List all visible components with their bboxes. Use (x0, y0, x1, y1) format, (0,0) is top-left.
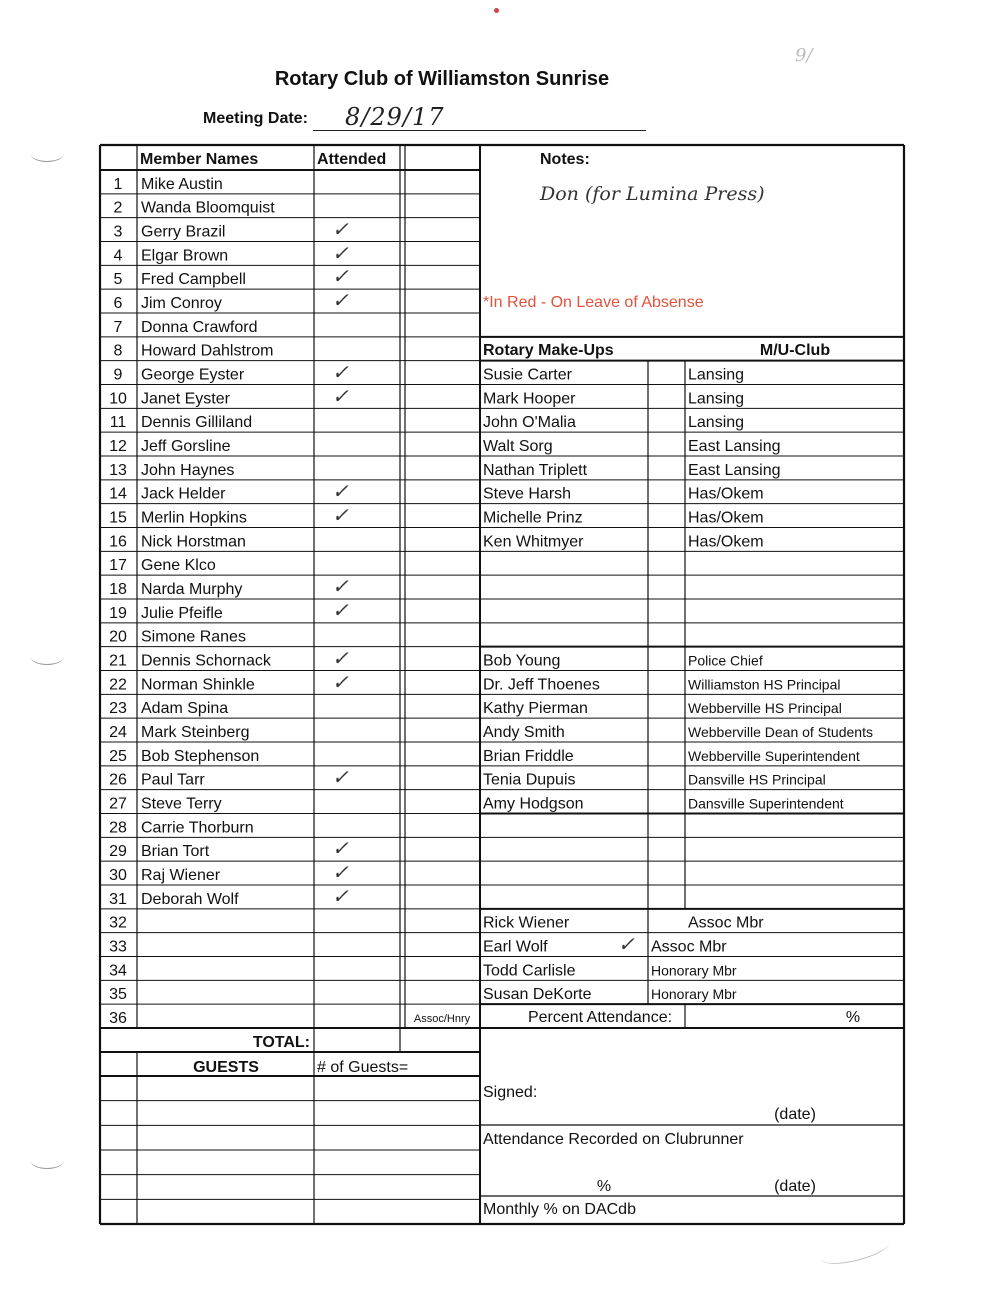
member-name: Fred Campbell (141, 271, 246, 289)
attendance-check-mark: ✓ (332, 669, 349, 694)
member-name: Elgar Brown (141, 247, 229, 265)
makeup-name: Michelle Prinz (483, 509, 583, 527)
member-names-header: Member Names (140, 151, 259, 168)
member-number: 28 (109, 819, 127, 837)
member-number: 34 (109, 962, 127, 980)
member-number: 25 (109, 747, 127, 765)
num-guests-label: # of Guests= (317, 1059, 409, 1076)
member-number: 13 (109, 461, 127, 479)
special-guest-name: Tenia Dupuis (483, 771, 576, 789)
makeup-club: Lansing (688, 414, 745, 432)
special-guest-role: Williamston HS Principal (688, 676, 841, 693)
member-number: 9 (113, 366, 123, 384)
makeup-name: Nathan Triplett (483, 461, 588, 479)
member-name: Carrie Thorburn (141, 819, 254, 837)
assoc-member-role: Honorary Mbr (651, 986, 737, 1003)
member-number: 15 (109, 509, 127, 527)
member-number: 1 (113, 175, 123, 193)
member-number: 30 (109, 867, 127, 884)
member-number: 19 (109, 604, 127, 622)
member-name: Julie Pfeifle (141, 604, 223, 622)
member-name: Adam Spina (141, 700, 229, 718)
special-guest-name: Kathy Pierman (483, 700, 588, 718)
makeup-name: John O'Malia (483, 414, 576, 432)
member-number: 24 (109, 724, 127, 741)
special-guest-role: Webberville Dean of Students (688, 724, 873, 740)
assoc-member-name: Todd Carlisle (483, 962, 576, 980)
special-guest-role: Dansville Superintendent (688, 795, 844, 812)
member-number: 20 (109, 628, 127, 646)
special-guest-role: Police Chief (688, 652, 763, 669)
total-label: TOTAL: (252, 1034, 310, 1051)
makeup-name: Mark Hooper (483, 390, 576, 408)
member-name: Gerry Brazil (141, 223, 226, 241)
member-name: Jeff Gorsline (141, 438, 231, 455)
member-name: Merlin Hopkins (141, 509, 247, 527)
special-guest-role: Webberville Superintendent (688, 747, 860, 764)
member-name: Dennis Gilliland (141, 414, 253, 432)
attendance-check-mark: ✓ (332, 216, 349, 241)
makeup-name: Walt Sorg (483, 438, 553, 455)
member-name: Janet Eyster (141, 390, 230, 408)
attendance-check-mark: ✓ (332, 288, 349, 313)
signed-date-label: (date) (774, 1106, 816, 1123)
member-name: Donna Crawford (141, 318, 258, 336)
corner-scribble: 9∕ (795, 45, 813, 66)
notes-header: Notes: (540, 151, 590, 168)
makeup-club: Lansing (688, 390, 745, 408)
member-name: Jack Helder (141, 485, 226, 503)
attendance-check-mark: ✓ (332, 383, 349, 408)
percent-attendance-label: Percent Attendance: (527, 1009, 673, 1026)
member-name: Simone Ranes (141, 628, 246, 646)
member-number: 23 (109, 700, 127, 718)
member-name: Gene Klco (141, 557, 216, 575)
member-number: 26 (109, 771, 127, 789)
member-name: Paul Tarr (141, 771, 205, 789)
special-guest-role: Dansville HS Principal (688, 771, 826, 788)
signed-label: Signed: (483, 1084, 538, 1101)
member-name: Bob Stephenson (141, 747, 260, 765)
member-number: 4 (113, 247, 123, 265)
attendance-check-mark: ✓ (332, 645, 349, 670)
makeup-club: East Lansing (688, 461, 781, 479)
member-name: Nick Horstman (141, 533, 246, 551)
assoc-hnry-label: Assoc/Hnry (413, 1013, 471, 1025)
member-number: 32 (109, 914, 127, 932)
member-number: 12 (109, 438, 127, 455)
assoc-member-name: Earl Wolf (483, 938, 548, 956)
member-number: 17 (109, 557, 127, 575)
makeup-club: East Lansing (688, 438, 781, 455)
member-name: Mark Steinberg (141, 724, 250, 741)
member-number: 27 (109, 795, 127, 813)
special-guest-name: Amy Hodgson (483, 795, 584, 813)
clubrunner-date-label: (date) (774, 1178, 816, 1195)
member-name: John Haynes (141, 461, 235, 479)
member-name: Mike Austin (141, 175, 223, 193)
special-guest-name: Bob Young (483, 652, 561, 670)
assoc-member-role: Honorary Mbr (651, 962, 737, 979)
special-guest-name: Dr. Jeff Thoenes (483, 676, 600, 694)
member-number: 8 (113, 342, 123, 360)
member-name: Wanda Bloomquist (141, 199, 275, 217)
member-number: 36 (109, 1010, 127, 1027)
member-number: 16 (109, 533, 127, 551)
makeups-header: Rotary Make-Ups (483, 341, 614, 359)
member-number: 18 (109, 581, 127, 598)
member-number: 22 (109, 676, 127, 694)
makeup-name: Susie Carter (483, 366, 572, 384)
member-name: Raj Wiener (141, 867, 221, 884)
member-name: Narda Murphy (141, 581, 243, 598)
attendance-check-mark: ✓ (332, 240, 349, 265)
mu-club-header: M/U-Club (759, 341, 831, 359)
attendance-check-mark: ✓ (332, 764, 349, 789)
member-number: 35 (109, 986, 127, 1004)
member-number: 14 (109, 485, 127, 503)
attendance-check-mark: ✓ (332, 884, 349, 908)
form-title: Rotary Club of Williamston Sunrise (274, 68, 610, 90)
member-number: 33 (109, 938, 127, 956)
member-number: 31 (109, 890, 127, 908)
member-number: 11 (109, 414, 127, 432)
member-name: Norman Shinkle (141, 676, 255, 694)
assoc-member-role: Assoc Mbr (688, 914, 764, 932)
makeup-club: Has/Okem (688, 509, 764, 527)
assoc-member-role: Assoc Mbr (651, 938, 727, 956)
attendance-check-mark: ✓ (332, 359, 349, 384)
leave-of-absence-note: *In Red - On Leave of Absense (483, 294, 704, 311)
makeup-club: Lansing (688, 366, 745, 384)
notes-handwriting: Don (for Lumina Press) (540, 183, 765, 205)
special-guest-role: Webberville HS Principal (688, 700, 842, 717)
attendance-check-mark: ✓ (332, 264, 349, 289)
meeting-date-value: 8/29/17 (345, 103, 445, 131)
member-name: Howard Dahlstrom (141, 342, 274, 360)
attendance-check-mark: ✓ (332, 502, 349, 527)
attendance-check-mark: ✓ (332, 478, 349, 503)
assoc-check-mark: ✓ (618, 931, 635, 956)
member-number: 2 (113, 199, 123, 217)
member-number: 29 (109, 843, 127, 861)
clubrunner-percent: % (596, 1178, 612, 1195)
attendance-check-mark: ✓ (332, 860, 349, 885)
member-name: Brian Tort (141, 843, 210, 861)
member-name: Dennis Schornack (141, 652, 271, 670)
meeting-date-label: Meeting Date: (203, 110, 308, 127)
attendance-check-mark: ✓ (332, 598, 349, 622)
special-guest-name: Brian Friddle (483, 747, 574, 765)
attendance-check-mark: ✓ (332, 574, 349, 599)
attendance-check-mark: ✓ (332, 836, 349, 861)
makeup-name: Steve Harsh (483, 485, 572, 503)
makeup-club: Has/Okem (688, 485, 764, 503)
member-number: 5 (113, 271, 123, 289)
member-number: 21 (109, 652, 127, 670)
member-name: Jim Conroy (141, 295, 222, 312)
special-guest-name: Andy Smith (483, 724, 565, 741)
clubrunner-label: Attendance Recorded on Clubrunner (483, 1131, 744, 1148)
guests-header: GUESTS (193, 1059, 259, 1076)
assoc-member-name: Susan DeKorte (483, 986, 592, 1004)
assoc-member-name: Rick Wiener (483, 914, 570, 932)
attended-header: Attended (317, 151, 387, 168)
makeup-name: Ken Whitmyer (483, 533, 584, 551)
percent-sign: % (845, 1009, 861, 1026)
member-number: 10 (109, 390, 127, 408)
member-name: Deborah Wolf (141, 890, 239, 908)
makeup-club: Has/Okem (688, 533, 764, 551)
member-name: George Eyster (141, 366, 245, 384)
member-number: 7 (113, 318, 123, 336)
member-number: 6 (113, 295, 123, 312)
member-number: 3 (113, 223, 123, 241)
member-name: Steve Terry (141, 795, 222, 813)
monthly-dacdb-label: Monthly % on DACdb (483, 1201, 636, 1218)
